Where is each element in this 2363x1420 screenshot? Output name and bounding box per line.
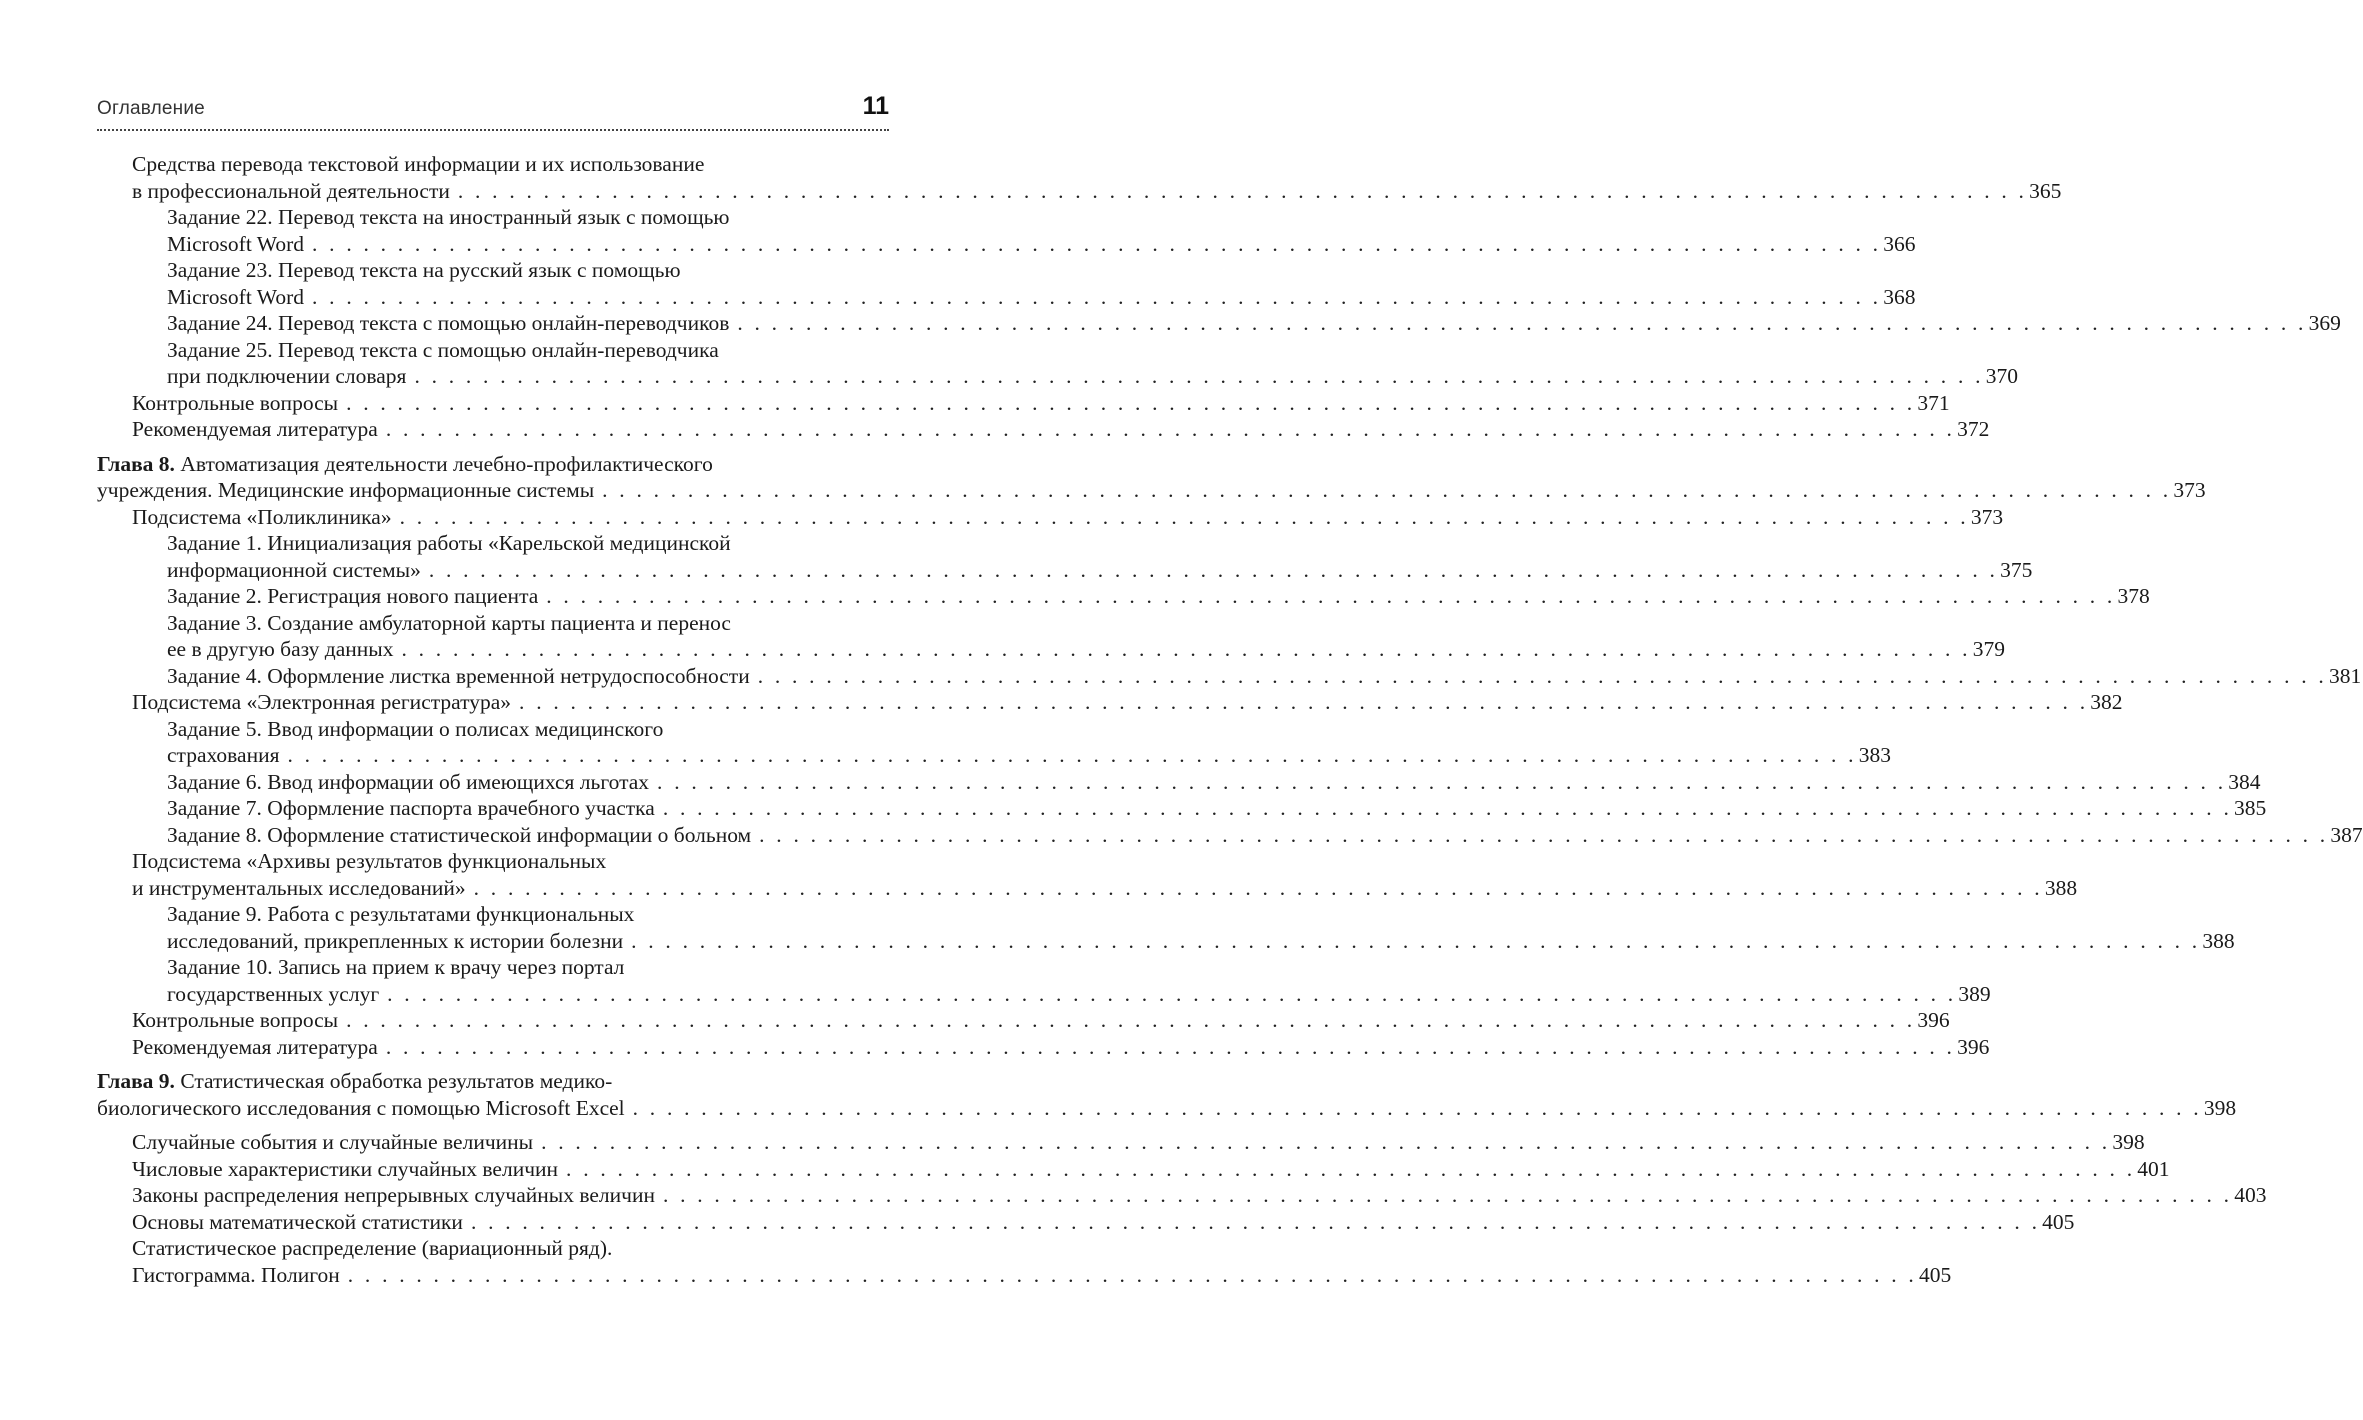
toc-entry-text: Microsoft Word [167, 284, 305, 309]
toc-entry[interactable] [97, 1182, 2267, 1209]
dot-leader: . . . . . . . . . . . . . . . . . . . . . . . . . . . . . . . . . . . . . . . . . . . . . . . . . . . . . . . . . . . . . . . . . . . . . . . . . . . . . . . . . . . . . . . . . . . . [473, 875, 2043, 900]
toc-page-number: 366 [1883, 231, 1916, 256]
dot-leader: . . . . . . . . . . . . . . . . . . . . . . . . . . . . . . . . . . . . . . . . . . . . . . . . . . . . . . . . . . . . . . . . . . . . . . . . . . . . . . . . . . . . . . . . . . . . [387, 981, 1957, 1006]
toc-entry-text: Задание 24. Перевод текста с помощью онлайн-переводчиков [167, 311, 730, 335]
toc-page-number: 369 [2308, 311, 2341, 335]
toc-page-number: 396 [1957, 1034, 1990, 1059]
toc-page-number: 405 [2042, 1209, 2075, 1234]
toc-entry[interactable] [97, 310, 2341, 337]
toc-entry-text: Подсистема «Архивы результатов функциональных [132, 849, 607, 873]
toc-entry-text: ее в другую базу данных [167, 637, 394, 661]
dot-leader: . . . . . . . . . . . . . . . . . . . . . . . . . . . . . . . . . . . . . . . . . . . . . . . . . . . . . . . . . . . . . . . . . . . . . . . . . . . . . . . . . . . . . . . . . . . . [414, 364, 1984, 388]
toc-entry-text: Задание 10. Запись на прием к врачу через портал [167, 955, 625, 979]
toc-page-number: 387 [2330, 822, 2363, 847]
dot-leader: . . . . . . . . . . . . . . . . . . . . . . . . . . . . . . . . . . . . . . . . . . . . . . . . . . . . . . . . . . . . . . . . . . . . . . . . . . . . . . . . . . . . . . . . . . . . [312, 231, 1882, 256]
toc-entry-text: Статистическое распределение (вариационный ряд). [132, 1236, 613, 1260]
toc-entry[interactable] [97, 901, 2235, 954]
toc-page-number: 378 [2117, 584, 2150, 608]
dot-leader: . . . . . . . . . . . . . . . . . . . . . . . . . . . . . . . . . . . . . . . . . . . . . . . . . . . . . . . . . . . . . . . . . . . . . . . . . . . . . . . . . . . . . . . . . . . . [428, 557, 1999, 582]
running-header [97, 92, 889, 132]
toc-page-number: 373 [1970, 504, 2004, 529]
toc-page-number: 405 [1919, 1262, 1952, 1287]
dot-leader: . . . . . . . . . . . . . . . . . . . . . . . . . . . . . . . . . . . . . . . . . . . . . . . . . . . . . . . . . . . . . . . . . . . . . . . . . . . . . . . . . . . . . . . . . . . . [519, 690, 2089, 714]
toc-entry[interactable] [97, 1034, 1990, 1061]
toc-page-number: 403 [2234, 1183, 2267, 1207]
toc-entry-text: Основы математической статистики [132, 1209, 463, 1234]
toc-entry[interactable] [97, 530, 2033, 583]
toc-entry-text: Автоматизация деятельности лечебно-профилактического [174, 451, 713, 476]
toc-entry-text: Рекомендуемая литература [132, 1034, 378, 1059]
toc-entry-text: информационной системы» [167, 557, 421, 582]
dot-leader: . . . . . . . . . . . . . . . . . . . . . . . . . . . . . . . . . . . . . . . . . . . . . . . . . . . . . . . . . . . . . . . . . . . . . . . . . . . . . . . . . . . . . . . . . . . . [657, 769, 2227, 794]
toc-page-number: 388 [2202, 928, 2235, 953]
toc-page-number: 381 [2328, 663, 2362, 688]
dot-leader: . . . . . . . . . . . . . . . . . . . . . . . . . . . . . . . . . . . . . . . . . . . . . . . . . . . . . . . . . . . . . . . . . . . . . . . . . . . . . . . . . . . . . . . . . . . . [399, 504, 1969, 529]
dot-leader: . . . . . . . . . . . . . . . . . . . . . . . . . . . . . . . . . . . . . . . . . . . . . . . . . . . . . . . . . . . . . . . . . . . . . . . . . . . . . . . . . . . . . . . . . . . . [287, 743, 1857, 767]
dot-leader: . . . . . . . . . . . . . . . . . . . . . . . . . . . . . . . . . . . . . . . . . . . . . . . . . . . . . . . . . . . . . . . . . . . . . . . . . . . . . . . . . . . . . . . . . . . . [347, 1262, 1917, 1287]
dot-leader: . . . . . . . . . . . . . . . . . . . . . . . . . . . . . . . . . . . . . . . . . . . . . . . . . . . . . . . . . . . . . . . . . . . . . . . . . . . . . . . . . . . . . . . . . . . . [602, 478, 2172, 502]
toc-entry-text: Задание 4. Оформление листка временной нетрудоспособности [167, 663, 750, 688]
toc-page-number: 365 [2029, 178, 2062, 203]
toc-entry-text: исследований, прикрепленных к истории болезни [167, 928, 624, 953]
dot-leader: . . . . . . . . . . . . . . . . . . . . . . . . . . . . . . . . . . . . . . . . . . . . . . . . . . . . . . . . . . . . . . . . . . . . . . . . . . . . . . . . . . . . . . . . . . . . [457, 178, 2028, 203]
toc-entry-text: Статистическая обработка результатов медико- [174, 1069, 613, 1093]
toc-entry[interactable] [97, 954, 1991, 1007]
toc-entry-text: Задание 5. Ввод информации о полисах медицинского [167, 716, 664, 741]
toc-page-number: 389 [1958, 981, 1991, 1006]
toc-entry-text: Контрольные вопросы [132, 390, 339, 415]
toc-entry[interactable] [97, 151, 2062, 204]
toc-entry[interactable] [97, 769, 2261, 796]
toc-entry[interactable] [97, 716, 1891, 769]
toc-entry-text: Задание 25. Перевод текста с помощью онлайн-переводчика [167, 337, 719, 362]
toc-chapter-9[interactable] [97, 1068, 2237, 1121]
toc-entry-text: Законы распределения непрерывных случайных величин [132, 1183, 655, 1207]
toc-entry-text: Контрольные вопросы [132, 1008, 339, 1032]
toc-entry-text: Задание 8. Оформление статистической информации о больном [167, 822, 752, 847]
dot-leader: . . . . . . . . . . . . . . . . . . . . . . . . . . . . . . . . . . . . . . . . . . . . . . . . . . . . . . . . . . . . . . . . . . . . . . . . . . . . . . . . . . . . . . . . . . . . [632, 1095, 2202, 1120]
dot-leader: . . . . . . . . . . . . . . . . . . . . . . . . . . . . . . . . . . . . . . . . . . . . . . . . . . . . . . . . . . . . . . . . . . . . . . . . . . . . . . . . . . . . . . . . . . . . [401, 637, 1971, 661]
toc-entry[interactable] [97, 583, 2150, 610]
dot-leader: . . . . . . . . . . . . . . . . . . . . . . . . . . . . . . . . . . . . . . . . . . . . . . . . . . . . . . . . . . . . . . . . . . . . . . . . . . . . . . . . . . . . . . . . . . . . [385, 1034, 1956, 1059]
toc-entry-text: Задание 22. Перевод текста на иностранный язык с помощью [167, 205, 730, 229]
dot-leader: . . . . . . . . . . . . . . . . . . . . . . . . . . . . . . . . . . . . . . . . . . . . . . . . . . . . . . . . . . . . . . . . . . . . . . . . . . . . . . . . . . . . . . . . . . . . [631, 928, 2201, 953]
chapter-prefix: Глава 8. [97, 451, 175, 476]
toc-entry[interactable] [97, 390, 1950, 417]
toc-entry-text: Задание 9. Работа с результатами функциональных [167, 902, 635, 926]
toc-page-number: 371 [1917, 390, 1950, 415]
toc-entry-text: Задание 1. Инициализация работы «Карельской медицинской [167, 531, 731, 555]
toc-entry-text: биологического исследования с помощью Microsoft Excel [97, 1095, 625, 1120]
toc-entry-text: Задание 6. Ввод информации об имеющихся льготах [167, 769, 650, 794]
toc-page-number: 388 [2044, 875, 2078, 900]
toc-entry[interactable] [97, 257, 1916, 310]
toc-entry[interactable] [97, 1129, 2145, 1156]
dot-leader: . . . . . . . . . . . . . . . . . . . . . . . . . . . . . . . . . . . . . . . . . . . . . . . . . . . . . . . . . . . . . . . . . . . . . . . . . . . . . . . . . . . . . . . . . . . . [759, 822, 2329, 847]
toc-page-number: 396 [1917, 1008, 1950, 1032]
toc-entry[interactable] [97, 337, 2018, 390]
toc-page-number: 401 [2137, 1156, 2170, 1181]
header-title: Оглавление [97, 98, 205, 119]
dot-leader: . . . . . . . . . . . . . . . . . . . . . . . . . . . . . . . . . . . . . . . . . . . . . . . . . . . . . . . . . . . . . . . . . . . . . . . . . . . . . . . . . . . . . . . . . . . . [541, 1130, 2111, 1154]
toc-page-number: 398 [2112, 1130, 2145, 1154]
dot-leader: . . . . . . . . . . . . . . . . . . . . . . . . . . . . . . . . . . . . . . . . . . . . . . . . . . . . . . . . . . . . . . . . . . . . . . . . . . . . . . . . . . . . . . . . . . . . [566, 1156, 2136, 1181]
toc-chapter-8[interactable] [97, 451, 2206, 504]
toc-entry-text: Случайные события и случайные величины [132, 1130, 534, 1154]
toc-entry[interactable] [97, 610, 2005, 663]
toc-page-number: 398 [2203, 1095, 2237, 1120]
dot-leader: . . . . . . . . . . . . . . . . . . . . . . . . . . . . . . . . . . . . . . . . . . . . . . . . . . . . . . . . . . . . . . . . . . . . . . . . . . . . . . . . . . . . . . . . . . . . [312, 284, 1882, 309]
toc-entry-text: при подключении словаря [167, 364, 407, 388]
toc-entry-text: Задание 7. Оформление паспорта врачебного участка [167, 796, 655, 820]
toc-entry-text: и инструментальных исследований» [132, 875, 466, 900]
dot-leader: . . . . . . . . . . . . . . . . . . . . . . . . . . . . . . . . . . . . . . . . . . . . . . . . . . . . . . . . . . . . . . . . . . . . . . . . . . . . . . . . . . . . . . . . . . . . [346, 1008, 1916, 1032]
dot-leader: . . . . . . . . . . . . . . . . . . . . . . . . . . . . . . . . . . . . . . . . . . . . . . . . . . . . . . . . . . . . . . . . . . . . . . . . . . . . . . . . . . . . . . . . . . . . [662, 796, 2233, 820]
toc-page-number: 370 [1985, 364, 2018, 388]
dot-leader: . . . . . . . . . . . . . . . . . . . . . . . . . . . . . . . . . . . . . . . . . . . . . . . . . . . . . . . . . . . . . . . . . . . . . . . . . . . . . . . . . . . . . . . . . . . . [385, 417, 1956, 441]
toc-entry[interactable] [97, 504, 2004, 531]
toc-entry-text: Числовые характеристики случайных величин [132, 1156, 559, 1181]
dot-leader: . . . . . . . . . . . . . . . . . . . . . . . . . . . . . . . . . . . . . . . . . . . . . . . . . . . . . . . . . . . . . . . . . . . . . . . . . . . . . . . . . . . . . . . . . . . . [737, 311, 2307, 335]
header-dotted-rule [97, 129, 889, 131]
page-number: 11 [862, 92, 889, 120]
table-of-contents [97, 151, 2363, 1288]
toc-entry-text: Гистограмма. Полигон [132, 1262, 340, 1287]
toc-page-number: 382 [2090, 690, 2123, 714]
toc-entry-text: в профессиональной деятельности [132, 178, 450, 203]
dot-leader: . . . . . . . . . . . . . . . . . . . . . . . . . . . . . . . . . . . . . . . . . . . . . . . . . . . . . . . . . . . . . . . . . . . . . . . . . . . . . . . . . . . . . . . . . . . . [546, 584, 2116, 608]
toc-entry-text: страхования [167, 743, 280, 767]
toc-entry-text: Подсистема «Поликлиника» [132, 504, 392, 529]
dot-leader: . . . . . . . . . . . . . . . . . . . . . . . . . . . . . . . . . . . . . . . . . . . . . . . . . . . . . . . . . . . . . . . . . . . . . . . . . . . . . . . . . . . . . . . . . . . . [662, 1183, 2233, 1207]
toc-page-number: 373 [2173, 478, 2206, 502]
toc-page-number: 379 [1972, 637, 2005, 661]
toc-entry[interactable] [97, 1156, 2170, 1183]
toc-entry[interactable] [97, 1209, 2075, 1236]
toc-entry[interactable] [97, 1235, 1952, 1288]
toc-entry-text: государственных услуг [167, 981, 380, 1006]
toc-page-number: 368 [1883, 284, 1916, 309]
toc-entry-text: Рекомендуемая литература [132, 417, 378, 441]
toc-entry-text: Microsoft Word [167, 231, 305, 256]
toc-entry[interactable] [97, 204, 1916, 257]
toc-page-number: 384 [2228, 769, 2261, 794]
toc-page-number: 375 [2000, 557, 2033, 582]
toc-entry[interactable] [97, 1007, 1950, 1034]
toc-entry[interactable] [97, 663, 2362, 690]
toc-entry-text: Задание 3. Создание амбулаторной карты пациента и перенос [167, 610, 731, 635]
toc-entry-text: Задание 23. Перевод текста на русский язык с помощью [167, 258, 681, 282]
toc-page-number: 385 [2234, 796, 2267, 820]
dot-leader: . . . . . . . . . . . . . . . . . . . . . . . . . . . . . . . . . . . . . . . . . . . . . . . . . . . . . . . . . . . . . . . . . . . . . . . . . . . . . . . . . . . . . . . . . . . . [470, 1209, 2041, 1234]
toc-page-number: 383 [1858, 743, 1891, 767]
toc-entry[interactable] [97, 689, 2123, 716]
toc-entry[interactable] [97, 848, 2078, 901]
chapter-prefix: Глава 9. [97, 1069, 175, 1093]
toc-entry-text: учреждения. Медицинские информационные системы [97, 478, 595, 502]
toc-entry-text: Задание 2. Регистрация нового пациента [167, 584, 539, 608]
dot-leader: . . . . . . . . . . . . . . . . . . . . . . . . . . . . . . . . . . . . . . . . . . . . . . . . . . . . . . . . . . . . . . . . . . . . . . . . . . . . . . . . . . . . . . . . . . . . [346, 390, 1916, 415]
dot-leader: . . . . . . . . . . . . . . . . . . . . . . . . . . . . . . . . . . . . . . . . . . . . . . . . . . . . . . . . . . . . . . . . . . . . . . . . . . . . . . . . . . . . . . . . . . . . [757, 663, 2327, 688]
toc-page-number: 372 [1957, 417, 1990, 441]
toc-entry[interactable] [97, 416, 1990, 443]
toc-entry[interactable] [97, 795, 2267, 822]
toc-entry-text: Подсистема «Электронная регистратура» [132, 690, 512, 714]
toc-entry-text: Средства перевода текстовой информации и их использование [132, 152, 705, 176]
toc-entry[interactable] [97, 822, 2363, 849]
